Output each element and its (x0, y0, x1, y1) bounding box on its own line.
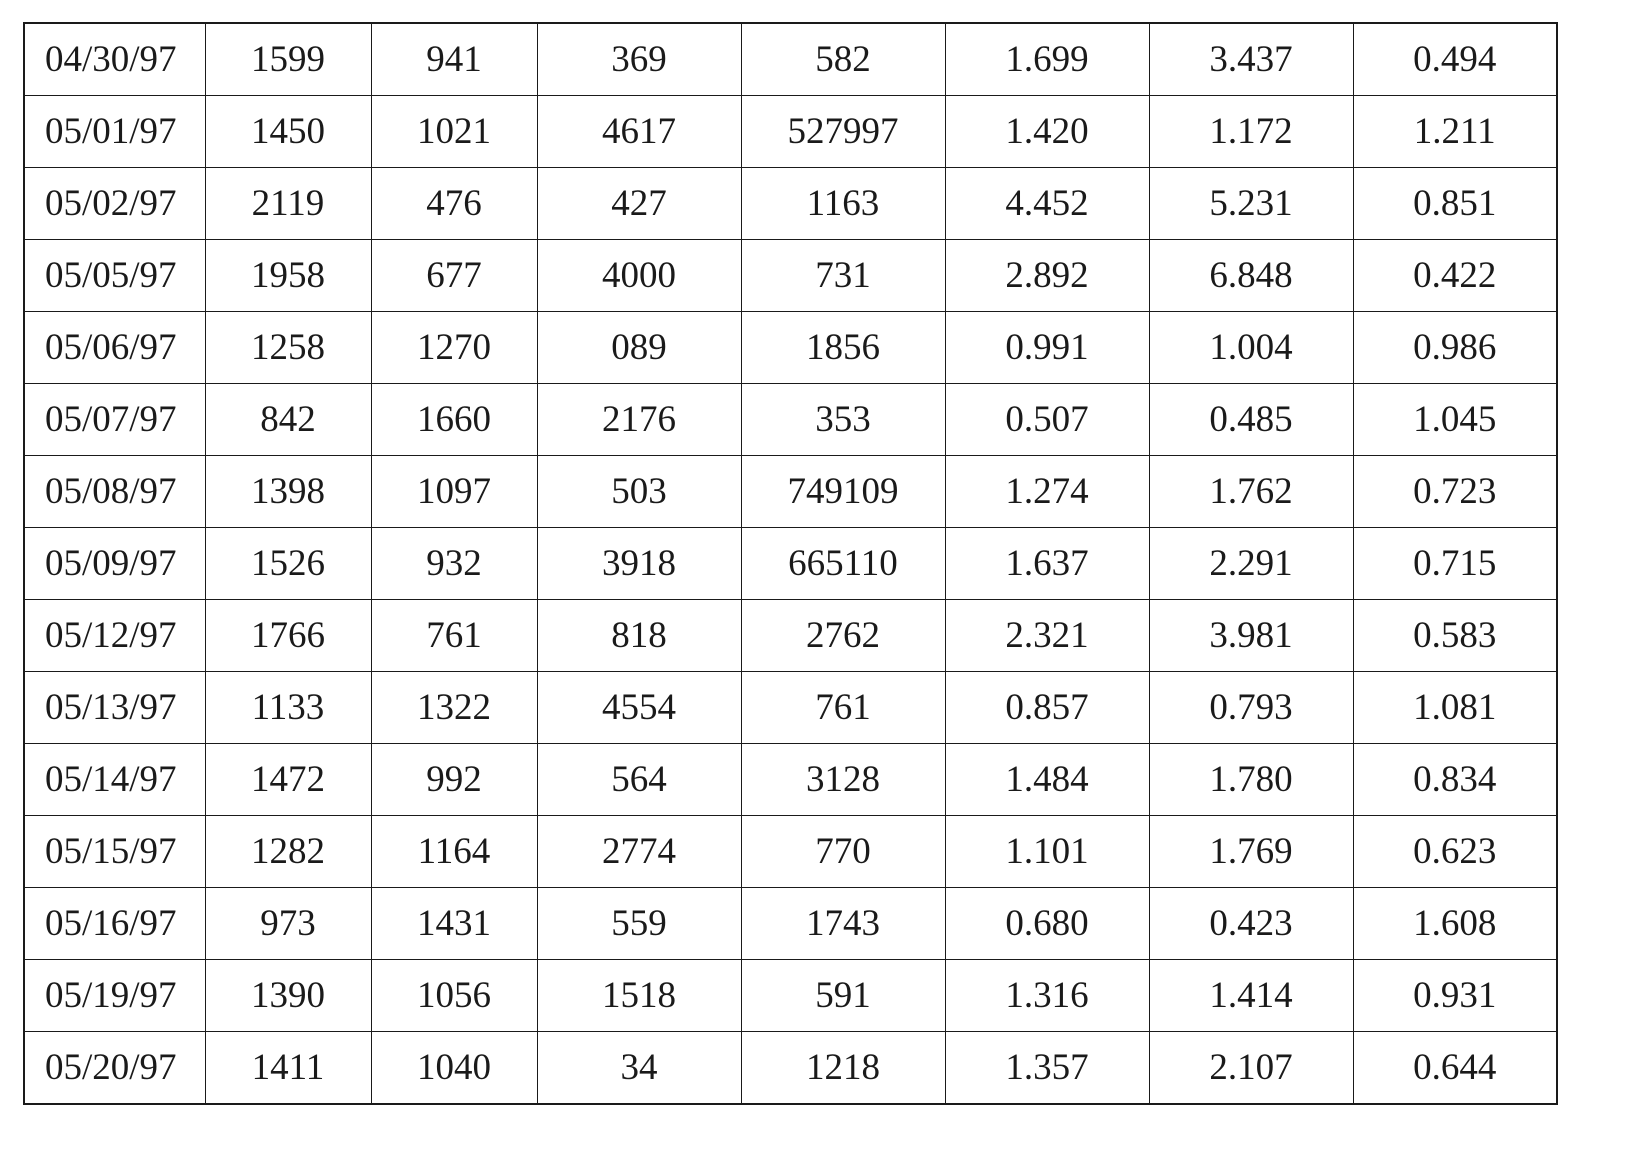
cell-col-6: 1.316 (945, 960, 1149, 1032)
cell-col-2: 1599 (205, 23, 371, 96)
cell-date: 05/14/97 (24, 744, 205, 816)
cell-col-4: 4617 (537, 96, 741, 168)
cell-col-5: 1163 (741, 168, 945, 240)
cell-col-3: 941 (371, 23, 537, 96)
cell-col-4: 564 (537, 744, 741, 816)
cell-col-3: 1270 (371, 312, 537, 384)
data-table (23, 22, 1558, 1105)
cell-col-2: 1766 (205, 600, 371, 672)
table-row (24, 23, 1557, 96)
cell-col-6: 0.857 (945, 672, 1149, 744)
cell-date: 05/16/97 (24, 888, 205, 960)
cell-col-6: 0.680 (945, 888, 1149, 960)
cell-col-3: 1040 (371, 1032, 537, 1105)
cell-col-4: 4000 (537, 240, 741, 312)
cell-col-4: 559 (537, 888, 741, 960)
cell-col-3: 761 (371, 600, 537, 672)
cell-col-8: 0.422 (1353, 240, 1557, 312)
cell-col-5: 3128 (741, 744, 945, 816)
cell-col-6: 1.357 (945, 1032, 1149, 1105)
cell-col-7: 5.231 (1149, 168, 1353, 240)
cell-date: 05/09/97 (24, 528, 205, 600)
table-row (24, 600, 1557, 672)
table-row (24, 240, 1557, 312)
cell-col-2: 1472 (205, 744, 371, 816)
cell-col-3: 476 (371, 168, 537, 240)
cell-col-5: 1218 (741, 1032, 945, 1105)
cell-date: 05/12/97 (24, 600, 205, 672)
table-row (24, 456, 1557, 528)
cell-col-5: 731 (741, 240, 945, 312)
cell-date: 05/08/97 (24, 456, 205, 528)
cell-col-8: 0.834 (1353, 744, 1557, 816)
cell-col-5: 527997 (741, 96, 945, 168)
cell-col-3: 1056 (371, 960, 537, 1032)
cell-col-4: 503 (537, 456, 741, 528)
cell-col-7: 6.848 (1149, 240, 1353, 312)
cell-col-5: 1856 (741, 312, 945, 384)
cell-date: 05/13/97 (24, 672, 205, 744)
cell-date: 05/06/97 (24, 312, 205, 384)
cell-col-6: 1.484 (945, 744, 1149, 816)
table-row (24, 1032, 1557, 1105)
cell-col-8: 1.608 (1353, 888, 1557, 960)
table-row (24, 384, 1557, 456)
cell-col-2: 2119 (205, 168, 371, 240)
cell-col-4: 2774 (537, 816, 741, 888)
cell-col-2: 1958 (205, 240, 371, 312)
cell-col-3: 1660 (371, 384, 537, 456)
cell-col-8: 1.081 (1353, 672, 1557, 744)
table-row (24, 960, 1557, 1032)
cell-col-6: 1.274 (945, 456, 1149, 528)
cell-col-7: 1.414 (1149, 960, 1353, 1032)
cell-date: 04/30/97 (24, 23, 205, 96)
cell-col-8: 1.211 (1353, 96, 1557, 168)
cell-col-4: 2176 (537, 384, 741, 456)
table-row (24, 96, 1557, 168)
cell-col-4: 818 (537, 600, 741, 672)
cell-col-2: 973 (205, 888, 371, 960)
cell-col-2: 1450 (205, 96, 371, 168)
cell-col-5: 665110 (741, 528, 945, 600)
cell-col-3: 1431 (371, 888, 537, 960)
cell-col-7: 0.423 (1149, 888, 1353, 960)
cell-col-3: 992 (371, 744, 537, 816)
cell-col-5: 1743 (741, 888, 945, 960)
cell-col-7: 1.780 (1149, 744, 1353, 816)
cell-date: 05/05/97 (24, 240, 205, 312)
cell-col-8: 0.851 (1353, 168, 1557, 240)
cell-date: 05/15/97 (24, 816, 205, 888)
cell-col-2: 1526 (205, 528, 371, 600)
cell-col-2: 1258 (205, 312, 371, 384)
cell-col-2: 1411 (205, 1032, 371, 1105)
cell-col-5: 749109 (741, 456, 945, 528)
cell-col-3: 932 (371, 528, 537, 600)
cell-col-6: 1.101 (945, 816, 1149, 888)
cell-col-2: 842 (205, 384, 371, 456)
cell-col-7: 2.107 (1149, 1032, 1353, 1105)
cell-date: 05/19/97 (24, 960, 205, 1032)
cell-col-8: 0.986 (1353, 312, 1557, 384)
cell-col-7: 2.291 (1149, 528, 1353, 600)
cell-col-6: 2.321 (945, 600, 1149, 672)
cell-col-3: 1164 (371, 816, 537, 888)
cell-col-5: 2762 (741, 600, 945, 672)
cell-col-4: 3918 (537, 528, 741, 600)
cell-col-6: 0.991 (945, 312, 1149, 384)
cell-col-6: 1.699 (945, 23, 1149, 96)
cell-col-8: 1.045 (1353, 384, 1557, 456)
cell-col-6: 0.507 (945, 384, 1149, 456)
cell-col-3: 1021 (371, 96, 537, 168)
cell-col-7: 1.172 (1149, 96, 1353, 168)
cell-col-7: 3.981 (1149, 600, 1353, 672)
table-row (24, 672, 1557, 744)
cell-col-8: 0.494 (1353, 23, 1557, 96)
cell-col-4: 089 (537, 312, 741, 384)
cell-col-7: 1.769 (1149, 816, 1353, 888)
table-row (24, 528, 1557, 600)
table-row (24, 168, 1557, 240)
cell-col-2: 1390 (205, 960, 371, 1032)
cell-col-8: 0.723 (1353, 456, 1557, 528)
cell-col-7: 1.762 (1149, 456, 1353, 528)
cell-date: 05/02/97 (24, 168, 205, 240)
cell-col-4: 4554 (537, 672, 741, 744)
cell-col-5: 761 (741, 672, 945, 744)
cell-col-7: 0.485 (1149, 384, 1353, 456)
cell-col-6: 2.892 (945, 240, 1149, 312)
cell-col-8: 0.644 (1353, 1032, 1557, 1105)
cell-date: 05/01/97 (24, 96, 205, 168)
cell-col-4: 1518 (537, 960, 741, 1032)
cell-col-7: 3.437 (1149, 23, 1353, 96)
cell-col-7: 1.004 (1149, 312, 1353, 384)
cell-col-2: 1133 (205, 672, 371, 744)
data-table-container (23, 22, 1558, 1105)
cell-col-8: 0.931 (1353, 960, 1557, 1032)
table-row (24, 312, 1557, 384)
cell-date: 05/07/97 (24, 384, 205, 456)
cell-col-2: 1398 (205, 456, 371, 528)
cell-col-5: 591 (741, 960, 945, 1032)
cell-col-5: 353 (741, 384, 945, 456)
cell-col-6: 1.637 (945, 528, 1149, 600)
cell-col-3: 1097 (371, 456, 537, 528)
cell-col-4: 34 (537, 1032, 741, 1105)
cell-col-2: 1282 (205, 816, 371, 888)
cell-col-3: 1322 (371, 672, 537, 744)
table-row (24, 816, 1557, 888)
table-row (24, 744, 1557, 816)
cell-col-4: 427 (537, 168, 741, 240)
cell-col-3: 677 (371, 240, 537, 312)
cell-date: 05/20/97 (24, 1032, 205, 1105)
table-row (24, 888, 1557, 960)
cell-col-7: 0.793 (1149, 672, 1353, 744)
table-body (24, 23, 1557, 1104)
cell-col-6: 4.452 (945, 168, 1149, 240)
cell-col-5: 582 (741, 23, 945, 96)
cell-col-8: 0.623 (1353, 816, 1557, 888)
cell-col-4: 369 (537, 23, 741, 96)
cell-col-8: 0.583 (1353, 600, 1557, 672)
cell-col-5: 770 (741, 816, 945, 888)
cell-col-6: 1.420 (945, 96, 1149, 168)
cell-col-8: 0.715 (1353, 528, 1557, 600)
